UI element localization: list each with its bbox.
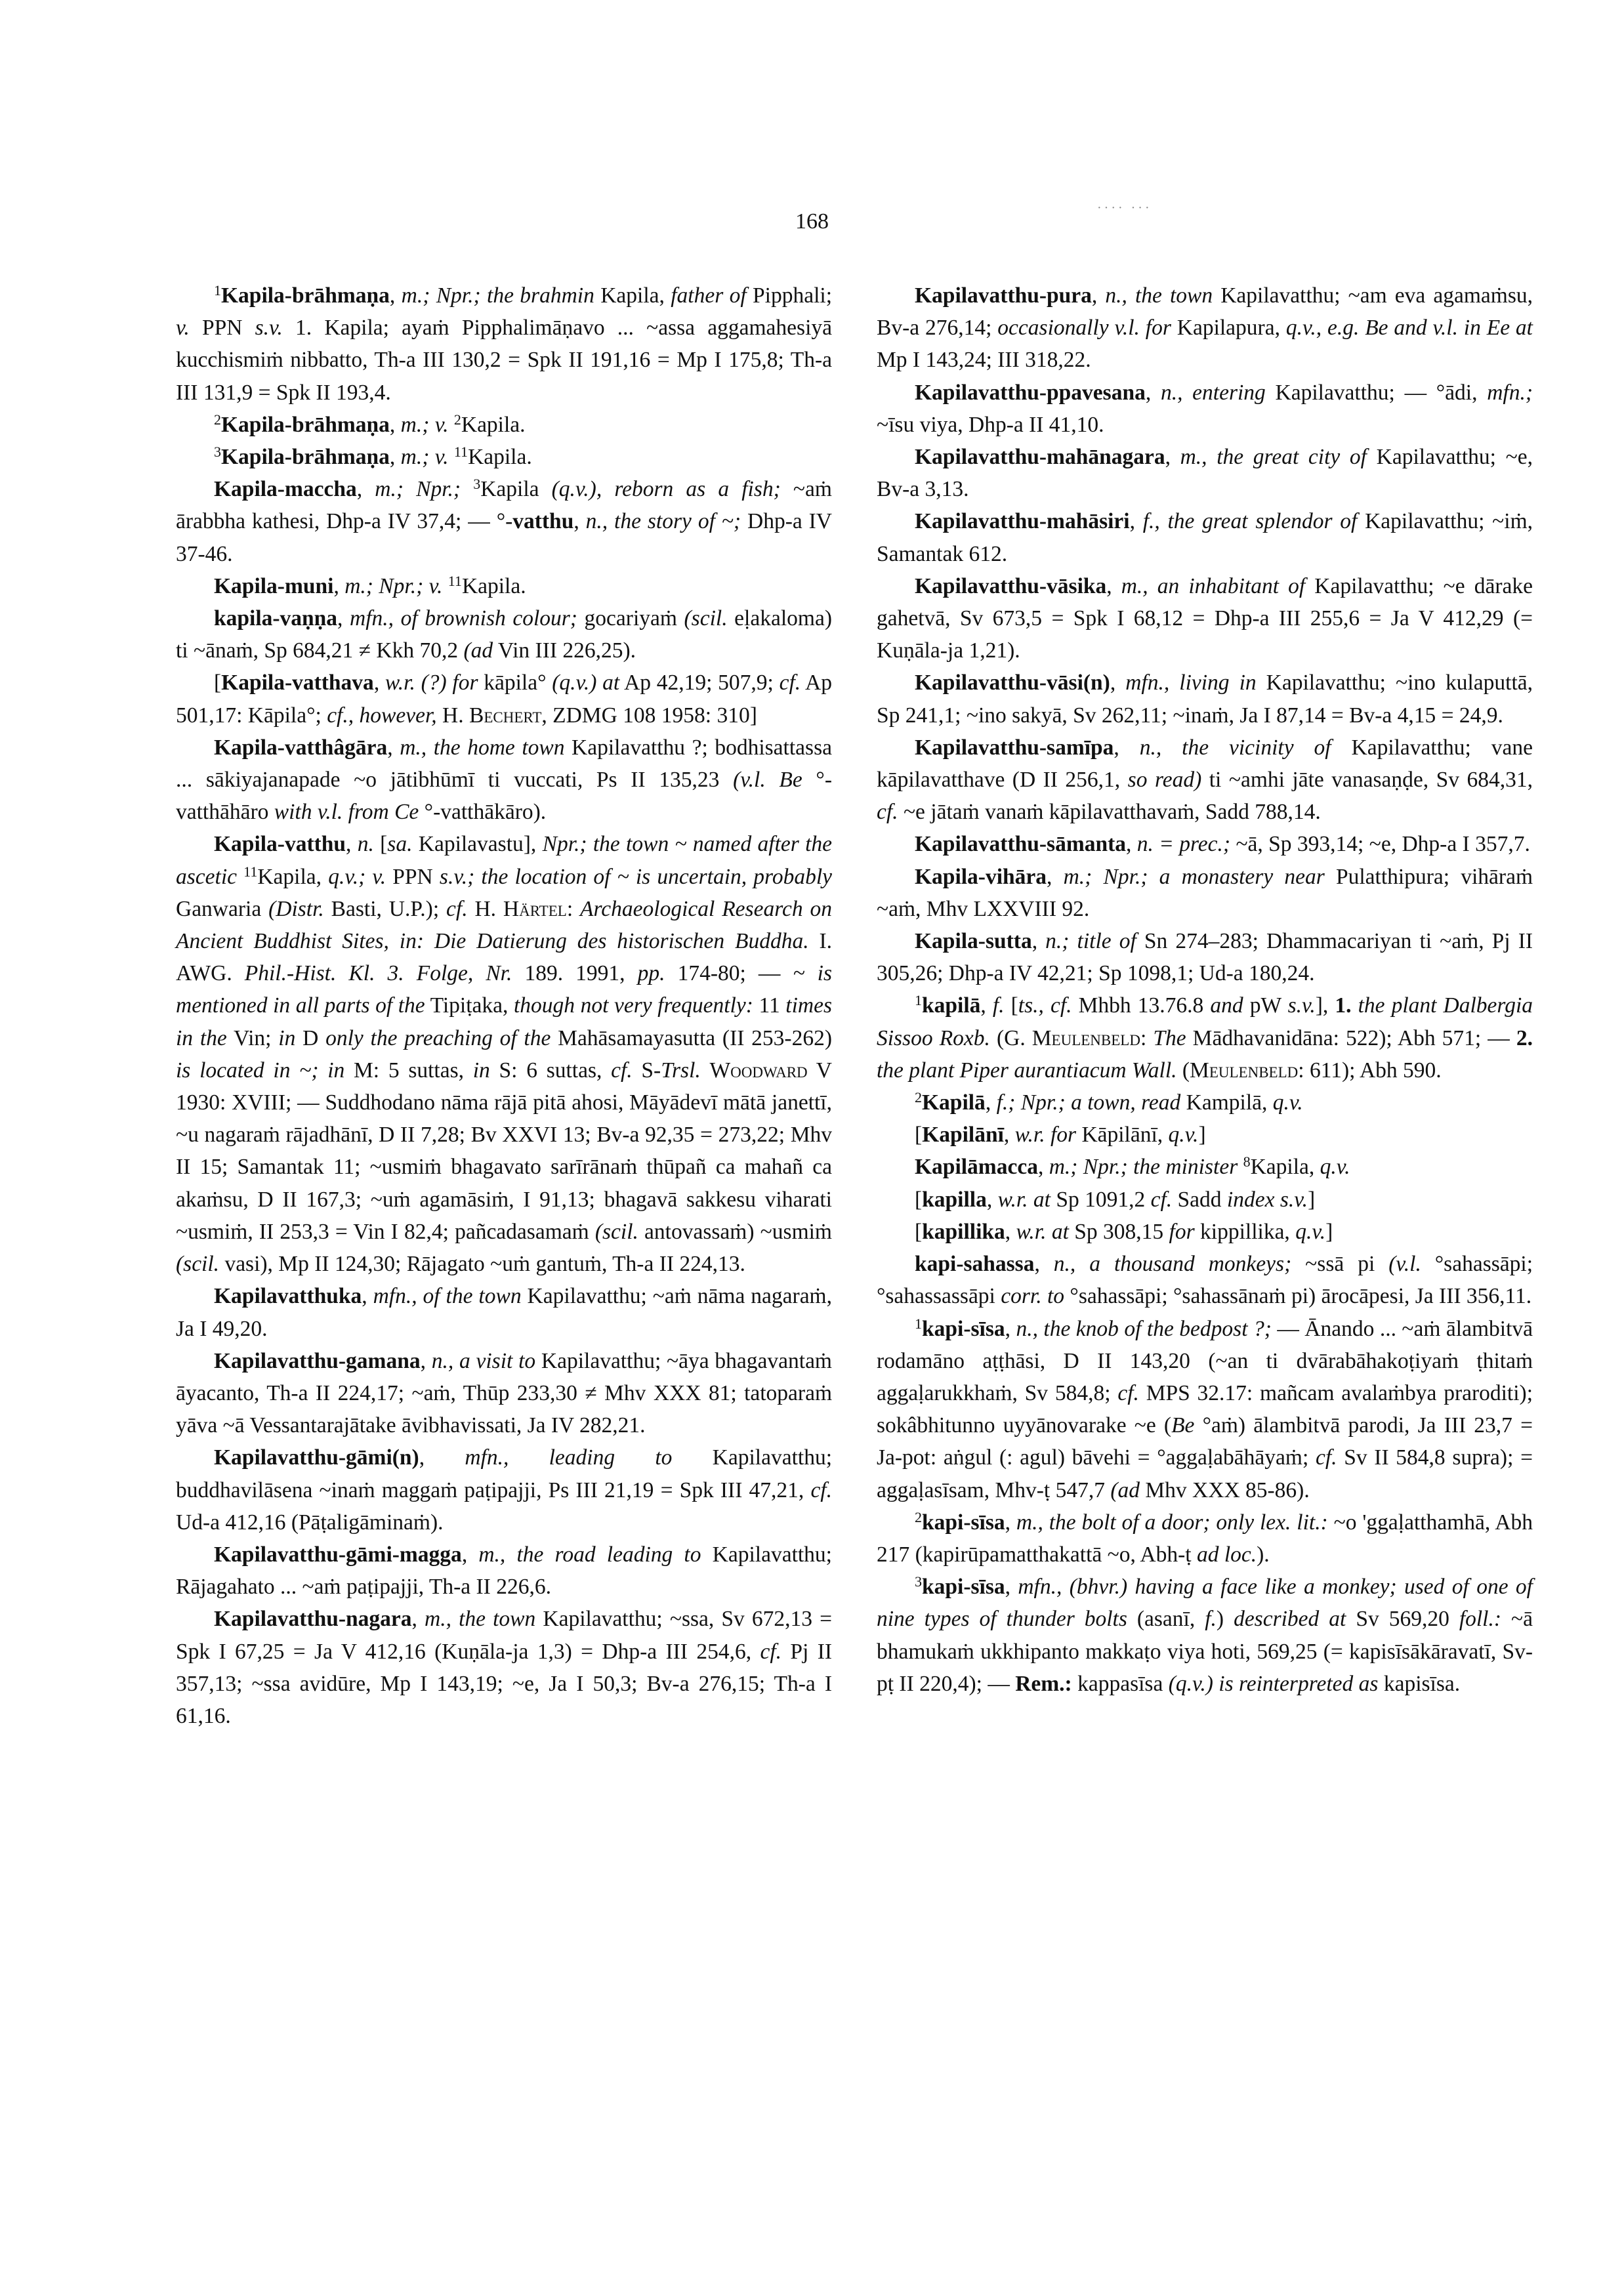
dictionary-entry: Kapilavatthu-vāsika, m., an inhabitant of Kapilavatthu; ~e dārake gahetvā, Sv 673,5 = Spk I 68,12 = Dhp-a III 255,6 = Ja V 412,29 (= Kuṇāla-ja 1,21). bbox=[877, 573, 1533, 663]
dictionary-entry: $^2$Kapila-brāhmaṇa, m.; v. $^2$Kapila. bbox=[214, 411, 526, 437]
dictionary-entry: Kapilavatthu-pura, n., the town Kapilavatthu; ~am eva agamaṁsu, Bv-a 276,14; occasionally v.l. for Kapilapura, q.v., e.g. Be and v.l. in Ee at Mp I 143,24; III 318,22. bbox=[877, 283, 1533, 373]
dictionary-entry: kapila-vaṇṇa, mfn., of brownish colour; gocariyaṁ (scil. eḷakaloma) ti ~ānaṁ, Sp 684,21 ≠ Kkh 70,2 (ad Vin III 226,25). bbox=[176, 606, 832, 663]
dictionary-entry: Kapilavatthuka, mfn., of the town Kapilavatthu; ~aṁ nāma nagaraṁ, Ja I 49,20. bbox=[176, 1284, 832, 1341]
dictionary-entry: Kapilāmacca, m.; Npr.; the minister $^8$Kapila, q.v. bbox=[915, 1153, 1350, 1180]
dictionary-entry: Kapilavatthu-ppavesana, n., entering Kapilavatthu; — °ādi, mfn.; ~īsu viya, Dhp-a II 41,10. bbox=[877, 380, 1533, 437]
right-column bbox=[877, 279, 1533, 1700]
dictionary-entry: $^1$kapi-sīsa, n., the knob of the bedpost ?; — Ānando ... ~aṁ ālambitvā rodamāno aṭṭhāsi, D II 143,20 (~an ti dvārabāhakoṭiyaṁ ṭhitaṁ aggaḷarukkhaṁ, Sv 584,8; cf. MPS 32.17: mañcam avalaṁbya praroditi); sokâbhitunno uyyānovarake ~e (Be °aṁ) ālambitvā parodi, Ja III 23,7 = Ja-pot: aṅgul (: agul) bāvehi = °aggaḷabāhāyaṁ; cf. Sv II 584,8 supra); = aggaḷasīsam, Mhv-ṭ 547,7 (ad Mhv XXX 85-86). bbox=[877, 1315, 1533, 1502]
page-number: 168 bbox=[795, 209, 829, 234]
dictionary-entry: Kapila-muni, m.; Npr.; v. $^{11}$Kapila. bbox=[214, 572, 526, 598]
dictionary-entry: [kapilla, w.r. at Sp 1091,2 cf. Sadd index s.v.] bbox=[915, 1187, 1316, 1212]
dictionary-entry: $^2$Kapilā, f.; Npr.; a town, read Kampilā, q.v. bbox=[915, 1089, 1303, 1115]
dictionary-entry: Kapila-vatthu, n. [sa. Kapilavastu], Npr.; the town ~ named after the ascetic $^{11}$Kapila, q.v.; v. PPN s.v.; the location of ~ is uncertain, probably Ganwaria (Distr. Basti, U.P.); cf. H. Härtel: Archaeological Research on Ancient Buddhist Sites, in: Die Datierung des historischen Buddha. I. AWG. Phil.-Hist. Kl. 3. Folge, Nr. 189. 1991, pp. 174-80; — ~ is mentioned in all parts of the Tipiṭaka, though not very frequently: 11 times in the Vin; in D only the preaching of the Mahāsamayasutta (II 253-262) is located in ~; in M: 5 suttas, in S: 6 suttas, cf. S-Trsl. Woodward V 1930: XVIII; — Suddhodano nāma rājā pitā ahosi, Māyādevī mātā janettī, ~u nagaraṁ rājadhānī, D II 7,28; Bv XXVI 13; Bv-a 92,35 = 273,22; Mhv II 15; Samantak 11; ~usmiṁ bhagavato sarīrānaṁ thūpañ ca mahañ ca akaṁsu, D II 167,3; ~uṁ agamāsiṁ, I 91,13; bhagavā sakkesu viharati ~usmiṁ, II 253,3 = Vin I 82,4; pañcadasamaṁ (scil. antovassaṁ) ~usmiṁ (scil. vasi), Mp II 124,30; Rājagato ~uṁ gantuṁ, Th-a II 224,13. bbox=[176, 832, 833, 1277]
dictionary-entry: [kapillika, w.r. at Sp 308,15 for kippillika, q.v.] bbox=[915, 1219, 1333, 1244]
dictionary-entry: Kapilavatthu-gamana, n., a visit to Kapilavatthu; ~āya bhagavantaṁ āyacanto, Th-a II 224,17; ~aṁ, Thūp 233,30 ≠ Mhv XXX 81; tatoparaṁ yāva ~ā Vessantarajātake āvibhavissati, Ja IV 282,21. bbox=[176, 1348, 832, 1438]
dictionary-entry: Kapilavatthu-nagara, m., the town Kapilavatthu; ~ssa, Sv 672,13 = Spk I 67,25 = Ja V 412,16 (Kuṇāla-ja 1,3) = Dhp-a III 254,6, cf. Pj II 357,13; ~ssa avidūre, Mp I 143,19; ~e, Ja I 50,3; Bv-a 276,15; Th-a I 61,16. bbox=[176, 1607, 833, 1728]
left-column bbox=[176, 279, 832, 1732]
dictionary-entry: $^1$kapilā, f. [ts., cf. Mhbh 13.76.8 and pW s.v.], 1. the plant Dalbergia Sissoo Roxb. (G. Meulenbeld: The Mādhavanidāna: 522); Abh 571; — 2. the plant Piper aurantiacum Wall. (Meulenbeld: 611); Abh 590. bbox=[877, 992, 1533, 1083]
dictionary-entry: Kapila-vatthâgāra, m., the home town Kapilavatthu ?; bodhisattassa ... sākiyajanapade ~o jātibhūmī ti vuccati, Ps II 135,23 (v.l. Be °-vatthāhāro with v.l. from Ce °-vatthākāro). bbox=[176, 735, 832, 825]
dictionary-entry: $^2$kapi-sīsa, m., the bolt of a door; only lex. lit.: ~o 'ggaḷatthamhā, Abh 217 (kapirūpamatthakattā ~o, Abh-ṭ ad loc.). bbox=[877, 1508, 1533, 1567]
top-mark: ···· ··· bbox=[1097, 201, 1152, 215]
dictionary-entry: [Kapilānī, w.r. for Kāpilānī, q.v.] bbox=[915, 1123, 1206, 1148]
dictionary-entry: Kapilavatthu-sāmanta, n. = prec.; ~ā, Sp 393,14; ~e, Dhp-a I 357,7. bbox=[915, 832, 1530, 857]
dictionary-entry: Kapila-sutta, n.; title of Sn 274–283; Dhammacariyan ti ~aṁ, Pj II 305,26; Dhp-a IV 42,21; Sp 1098,1; Ud-a 180,24. bbox=[877, 929, 1533, 986]
dictionary-entry: Kapilavatthu-gāmi(n), mfn., leading to Kapilavatthu; buddhavilāsena ~inaṁ maggaṁ paṭipajji, Ps III 21,19 = Spk III 47,21, cf. Ud-a 412,16 (Pāṭaligāminaṁ). bbox=[176, 1445, 833, 1535]
dictionary-entry: Kapilavatthu-vāsi(n), mfn., living in Kapilavatthu; ~ino kulaputtā, Sp 241,1; ~ino sakyā, Sv 262,11; ~inaṁ, Ja I 87,14 = Bv-a 4,15 = 24,9. bbox=[877, 671, 1533, 728]
dictionary-entry: [Kapila-vatthava, w.r. (?) for kāpila° (q.v.) at Ap 42,19; 507,9; cf. Ap 501,17: Kāpila°; cf., however, H. Bechert, ZDMG 108 1958: 310] bbox=[176, 671, 832, 728]
dictionary-entry: Kapilavatthu-gāmi-magga, m., the road leading to Kapilavatthu; Rājagahato ... ~aṁ paṭipajji, Th-a II 226,6. bbox=[176, 1542, 832, 1600]
dictionary-entry: Kapilavatthu-mahānagara, m., the great city of Kapilavatthu; ~e, Bv-a 3,13. bbox=[877, 445, 1533, 502]
dictionary-entry: $^3$kapi-sīsa, mfn., (bhvr.) having a face like a monkey; used of one of nine types of thunder bolts (asanī, f.) described at Sv 569,20 foll.: ~ā bhamukaṁ ukkhipanto makkaṭo viya hoti, 569,25 (= kapisīsākāravatī, Sv-pṭ II 220,4); — Rem.: kappasīsa (q.v.) is reinterpreted as kapisīsa. bbox=[877, 1573, 1533, 1696]
dictionary-entry: $^1$Kapila-brāhmaṇa, m.; Npr.; the brahmin Kapila, father of Pipphali; v. PPN s.v. 1. Kapila; ayaṁ Pipphalimāṇavo ... ~assa aggamahesiyā kucchismiṁ nibbatto, Th-a III 130,2 = Spk II 191,16 = Mp I 175,8; Th-a III 131,9 = Spk II 193,4. bbox=[176, 282, 833, 405]
dictionary-entry: Kapila-vihāra, m.; Npr.; a monastery near Pulatthipura; vihāraṁ ~aṁ, Mhv LXXVIII 92. bbox=[877, 864, 1533, 921]
dictionary-entry: Kapilavatthu-samīpa, n., the vicinity of Kapilavatthu; vane kāpilavatthave (D II 256,1, so read) ti ~amhi jāte vanasaṇḍe, Sv 684,31, cf. ~e jātaṁ vanaṁ kāpilavatthavaṁ, Sadd 788,14. bbox=[877, 735, 1533, 825]
dictionary-entry: kapi-sahassa, n., a thousand monkeys; ~ssā pi (v.l. °sahassāpi; °sahassassāpi corr. to °sahassāpi; °sahassānaṁ pi) ārocāpesi, Ja III 356,11. bbox=[877, 1252, 1533, 1309]
dictionary-entry: Kapilavatthu-mahāsiri, f., the great splendor of Kapilavatthu; ~iṁ, Samantak 612. bbox=[877, 509, 1533, 566]
dictionary-entry: $^3$Kapila-brāhmaṇa, m.; v. $^{11}$Kapila. bbox=[214, 444, 532, 470]
dictionary-entry: Kapila-maccha, m.; Npr.; $^3$Kapila (q.v.), reborn as a fish; ~aṁ ārabbha kathesi, Dhp-a IV 37,4; — °-vatthu, n., the story of ~; Dhp-a IV 37-46. bbox=[176, 476, 832, 566]
